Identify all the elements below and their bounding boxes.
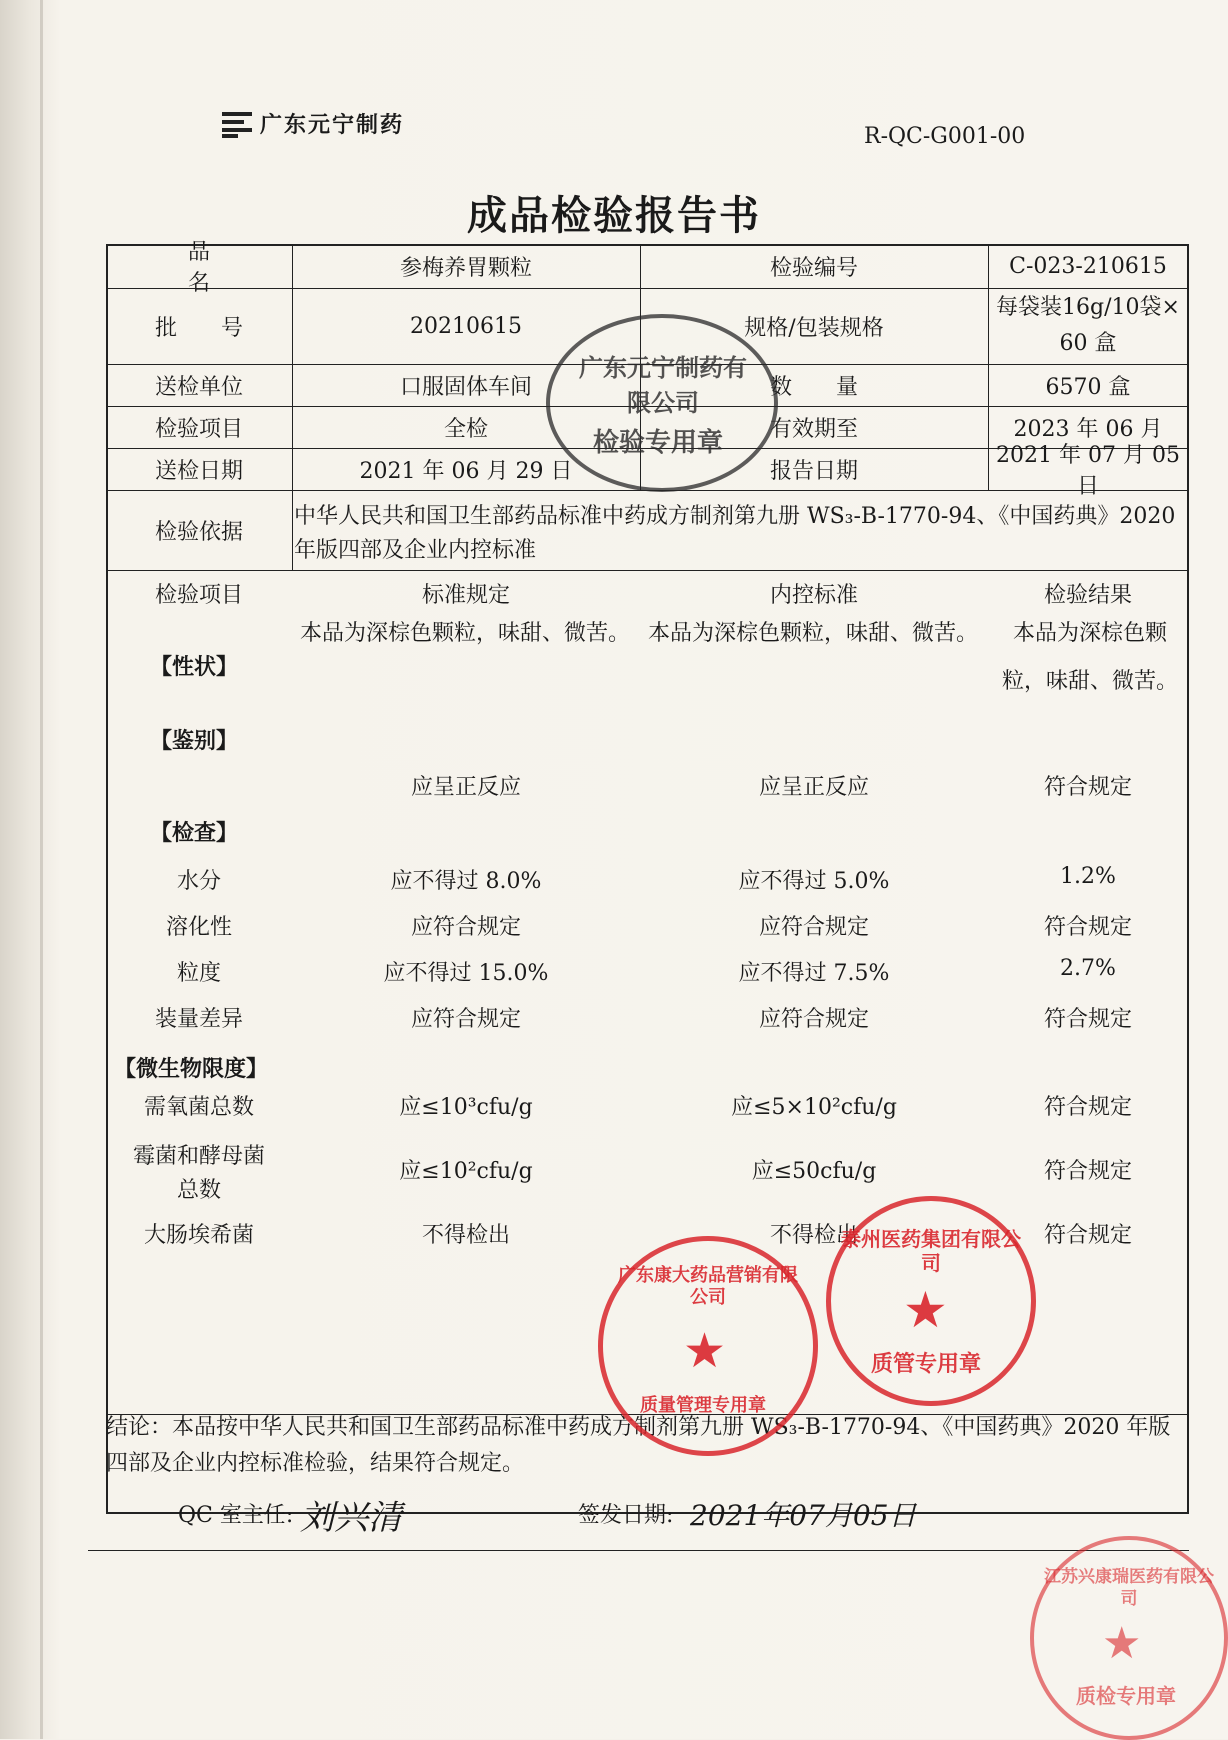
check-row-internal: 应符合规定: [758, 1007, 869, 1032]
spec-line2: 60 盒: [1059, 331, 1117, 356]
issue-date-label: 签发日期:: [578, 1503, 674, 1528]
inspection-no-label: 检验编号: [769, 255, 858, 281]
paper-fold: [40, 0, 43, 1739]
spec-line1: 每袋装16g/10袋×: [996, 295, 1180, 320]
basis-label: 检验依据: [154, 519, 243, 545]
micro-row-standard: 不得检出: [421, 1223, 510, 1248]
check-row-result: 符合规定: [1043, 915, 1132, 940]
character-standard: 本品为深棕色颗粒，味甜、微苦。: [300, 621, 631, 646]
stamp1-top-text: 广东元宁制药有限公司: [579, 354, 747, 417]
sender-unit: 口服固体车间: [399, 374, 532, 400]
check-row-standard: 应符合规定: [410, 915, 521, 940]
sender-label: 送检单位: [154, 374, 243, 400]
check-row-internal: 应符合规定: [758, 915, 869, 940]
stamp4-star-icon: ★: [1102, 1618, 1142, 1669]
spec-value: [988, 288, 1188, 364]
micro-row-standard: 应≤10³cfu/g: [399, 1095, 533, 1120]
send-date-label: 送检日期: [154, 458, 243, 484]
micro-label: 【微生物限度】: [114, 1056, 269, 1082]
expiry-label: 有效期至: [769, 416, 858, 442]
micro-row-name: 大肠埃希菌: [143, 1223, 254, 1248]
check-row-standard: 应符合规定: [410, 1007, 521, 1032]
micro-row-internal: 应≤5×10²cfu/g: [731, 1095, 897, 1120]
stamp-taizhou-seal: [826, 1196, 1036, 1406]
check-row-internal: 应不得过 5.0%: [738, 869, 890, 894]
micro-row-standard: 应≤10²cfu/g: [399, 1159, 533, 1184]
spec-label: 规格/包装规格: [744, 315, 884, 341]
quantity-label: 数 量: [769, 374, 858, 400]
report-title: 成品检验报告书: [467, 193, 761, 239]
identification-standard: 应呈正反应: [410, 775, 521, 800]
micro-row-internal: 应≤50cfu/g: [751, 1159, 877, 1184]
batch-number: 20210615: [410, 313, 522, 339]
identification-label: 【鉴别】: [150, 728, 239, 754]
micro-row-internal: 不得检出: [769, 1223, 858, 1248]
inspection-no: C-023-210615: [1009, 253, 1167, 279]
results-header-item: 检验项目: [154, 583, 243, 608]
micro-row-result: 符合规定: [1043, 1095, 1132, 1120]
stamp2-star-icon: ★: [683, 1323, 727, 1379]
company-logo-icon: [222, 110, 252, 138]
check-row-internal: 应不得过 7.5%: [738, 961, 890, 986]
report-date: 2021 年 07 月 05 日: [996, 443, 1180, 499]
micro-row-result: 符合规定: [1043, 1159, 1132, 1184]
check-row-result: 2.7%: [1060, 956, 1116, 981]
character-result: 本品为深棕色颗粒，味甜、微苦。: [1001, 621, 1178, 694]
qc-label: QC 室主任:: [178, 1503, 294, 1528]
stamp3-top-text: 泰州医药集团有限公司: [841, 1227, 1021, 1275]
stamp-xingkang-seal: [1030, 1536, 1228, 1740]
issue-date-handwritten: 2021年07月05日: [690, 1499, 917, 1532]
stamp4-top-text: 江苏兴康瑞医药有限公司: [1044, 1567, 1214, 1609]
check-label: 【检查】: [150, 820, 239, 846]
check-row-name: 装量差异: [154, 1007, 243, 1032]
stamp4-bottom-text: 质检专用章: [1076, 1684, 1176, 1708]
company-name: 广东元宁制药: [260, 113, 405, 138]
character-label: 【性状】: [150, 654, 239, 680]
results-header-standard: 标准规定: [421, 583, 510, 608]
stamp3-bottom-text: 质管专用章: [870, 1352, 981, 1377]
check-row-result: 1.2%: [1060, 864, 1116, 889]
check-row-standard: 应不得过 15.0%: [383, 961, 549, 986]
quantity-value: 6570 盒: [1045, 374, 1131, 400]
stamp1-bottom-text: 检验专用章: [592, 428, 723, 458]
company-logo: [222, 108, 404, 139]
stamp2-bottom-text: 质量管理专用章: [640, 1395, 766, 1416]
qc-signature: 刘兴清: [300, 1498, 402, 1538]
batch-label: 批 号: [154, 315, 243, 341]
micro-row-name: 霉菌和酵母菌总数: [132, 1144, 265, 1203]
check-row-result: 符合规定: [1043, 1007, 1132, 1032]
conclusion-text: 结论：本品按中华人民共和国卫生部药品标准中药成方制剂第九册 WS₃-B-1770-94、《中国药典》2020 年版四部及企业内控标准检验，结果符合规定。: [106, 1415, 1171, 1476]
report-date-label: 报告日期: [769, 458, 858, 484]
results-header-internal: 内控标准: [769, 583, 858, 608]
identification-internal: 应呈正反应: [758, 775, 869, 800]
results-header-result: 检验结果: [1043, 583, 1132, 608]
identification-result: 符合规定: [1043, 775, 1132, 800]
basis-text: 中华人民共和国卫生部药品标准中药成方制剂第九册 WS₃-B-1770-94、《中国药典》2020 年版四部及企业内控标准: [294, 504, 1176, 563]
stamp2-top-text: 广东康大药品营销有限公司: [618, 1265, 798, 1308]
check-row-name: 水分: [176, 869, 221, 894]
expiry-value: 2023 年 06 月: [1013, 416, 1163, 442]
check-row-standard: 应不得过 8.0%: [390, 869, 542, 894]
micro-row-result: 符合规定: [1043, 1223, 1132, 1248]
product-name-label: 品 名: [188, 240, 393, 296]
send-date: 2021 年 06 月 29 日: [359, 458, 573, 484]
product-name: 参梅养胃颗粒: [399, 255, 532, 281]
stamp-inspection-seal: [546, 314, 778, 492]
stamp-kangda-seal: [598, 1236, 818, 1456]
character-internal: 本品为深棕色颗粒，味甜、微苦。: [648, 621, 979, 646]
document-number: R-QC-G001-00: [864, 124, 1026, 149]
item-label: 检验项目: [154, 416, 243, 442]
item-value: 全检: [443, 416, 488, 442]
micro-row-name: 需氧菌总数: [143, 1095, 254, 1120]
check-row-name: 溶化性: [165, 915, 232, 940]
stamp3-star-icon: ★: [903, 1281, 948, 1339]
check-row-name: 粒度: [176, 961, 221, 986]
